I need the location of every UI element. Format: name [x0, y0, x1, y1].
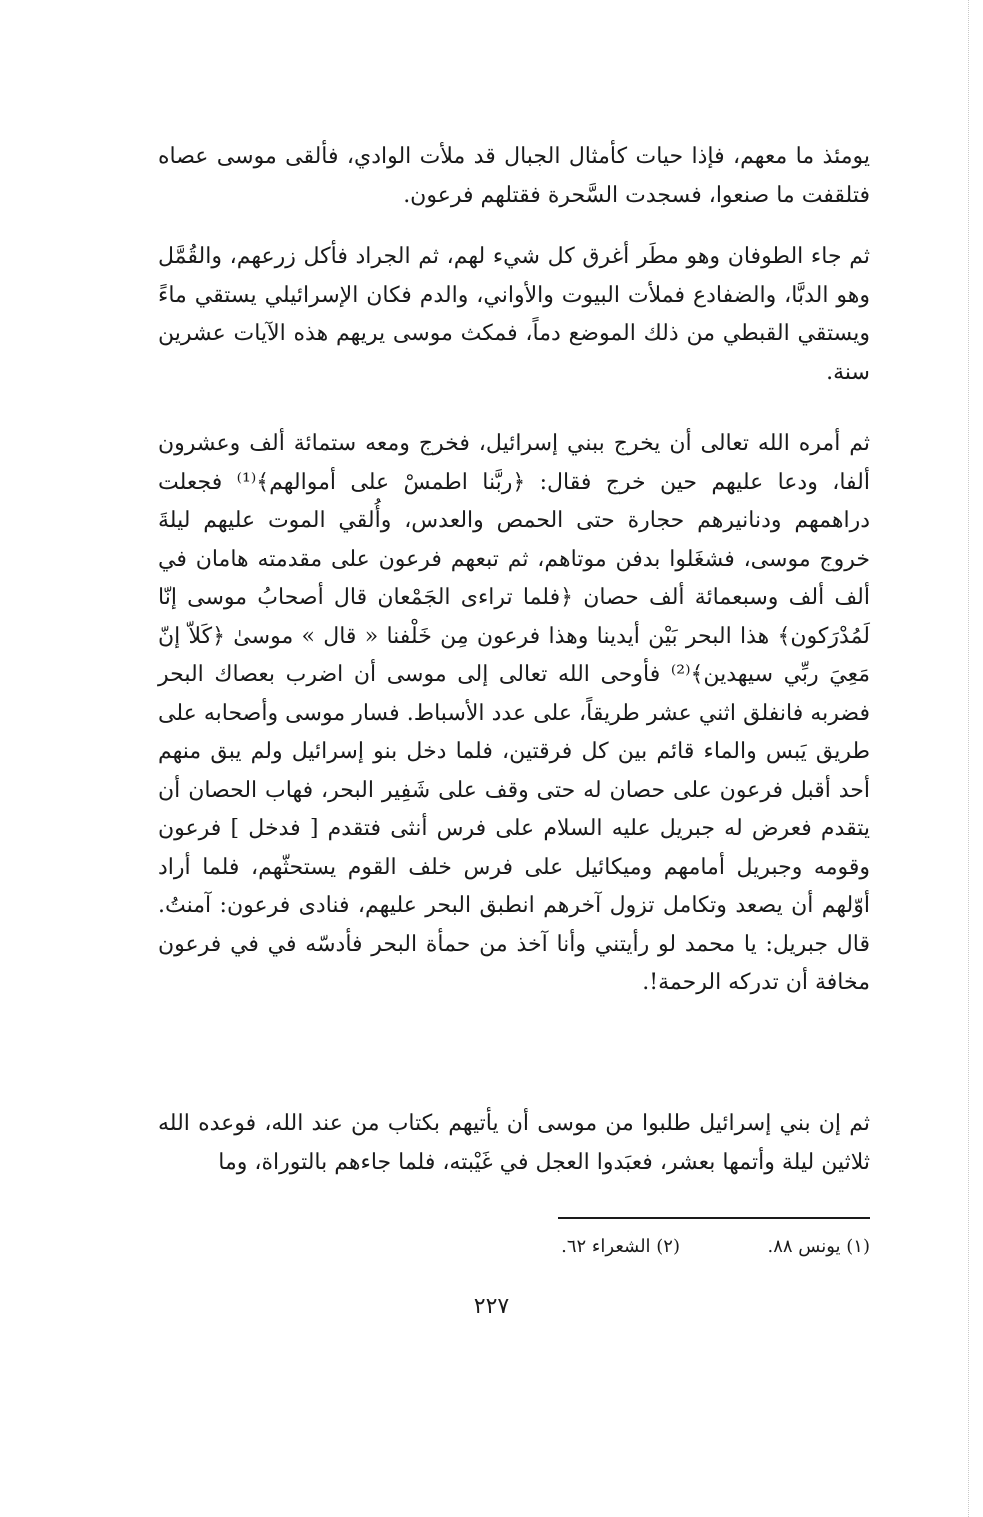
paragraph-2: ثم جاء الطوفان وهو مطَر أغرق كل شيء لهم، ثم الجراد فأكل زرعهم، والقُمَّل وهو الدبَّا، والضفادع فملأت البيوت والأواني، والدم فكان الإسرائيلي يستقي ماءً ويستقي القبطي من ذلك الموضع دماً، فمكث موسى يريهم هذه الآيات عشرين سنة. — [158, 244, 870, 385]
paragraph-3: ثم أمره الله تعالى أن يخرج ببني إسرائيل، فخرج ومعه ستمائة ألف وعشرون ألفا، ودعا عليهم حين خرج فقال: ﴿ربَّنا اطمسْ على أموالهم﴾⁽¹⁾ فجعلت دراهمهم ودنانيرهم حجارة حتى الحمص والعدس، وأُلقي الموت عليهم ليلةَ خروج موسى، فشغَلوا بدفن موتاهم، ثم تبعهم فرعون على مقدمته هامان في ألف ألف وسبعمائة ألف حصان ﴿فلما تراءى الجَمْعان قال أصحابُ موسى إنّا لَمُدْرَكون﴾ هذا البحر بَيْن أيدينا وهذا فرعون مِن خَلْفنا « قال » موسىٰ ﴿كَلاّ إنّ مَعِيَ ربِّي سيهدين﴾⁽²⁾ فأوحى الله تعالى إلى موسى أن اضرب بعصاك البحر فضربه فانفلق اثني عشر طريقاً، على عدد الأسباط. فسار موسى وأصحابه على طريق يَبس والماء قائم بين كل فرقتين، فلما دخل بنو إسرائيل ولم يبق منهم أحد أقبل فرعون على حصان له حتى وقف على شَفِير البحر، فهاب الحصان أن يتقدم فعرض له جبريل عليه السلام على فرس أنثى فتقدم [ فدخل ] فرعون وقومه وجبريل أمامهم وميكائيل على فرس خلف القوم يستحثّهم، فلما أراد أوّلهم أن يصعد وتكامل تزول آخرهم انطبق البحر عليهم، فنادى فرعون: آمنتُ. قال جبريل: يا محمد لو رأيتني وأنا آخذ من حمأة البحر فأدسّه في في فرعون مخافة أن تدركه الرحمة!. — [158, 431, 870, 995]
footnote-divider — [558, 1217, 870, 1219]
page-number: ٢٢٧ — [473, 1294, 510, 1319]
paragraph-1: يومئذ ما معهم، فإذا حيات كأمثال الجبال قد ملأت الوادي، فألقى موسى عصاه فتلقفت ما صنعوا، فسجدت السَّحرة فقتلهم فرعون. — [158, 144, 870, 208]
scan-edge-line — [968, 0, 969, 1517]
footnote-2: (٢) الشعراء ٦٢. — [561, 1236, 680, 1257]
footnote-1: (١) يونس ٨٨. — [767, 1236, 870, 1257]
paragraph-4: ثم إن بني إسرائيل طلبوا من موسى أن يأتيهم بكتاب من عند الله، فوعده الله ثلاثين ليلة وأتمها بعشر، فعبَدوا العجل في غَيْبته، فلما جاءهم بالتوراة، وما — [158, 1111, 870, 1175]
footnotes — [158, 1232, 870, 1262]
